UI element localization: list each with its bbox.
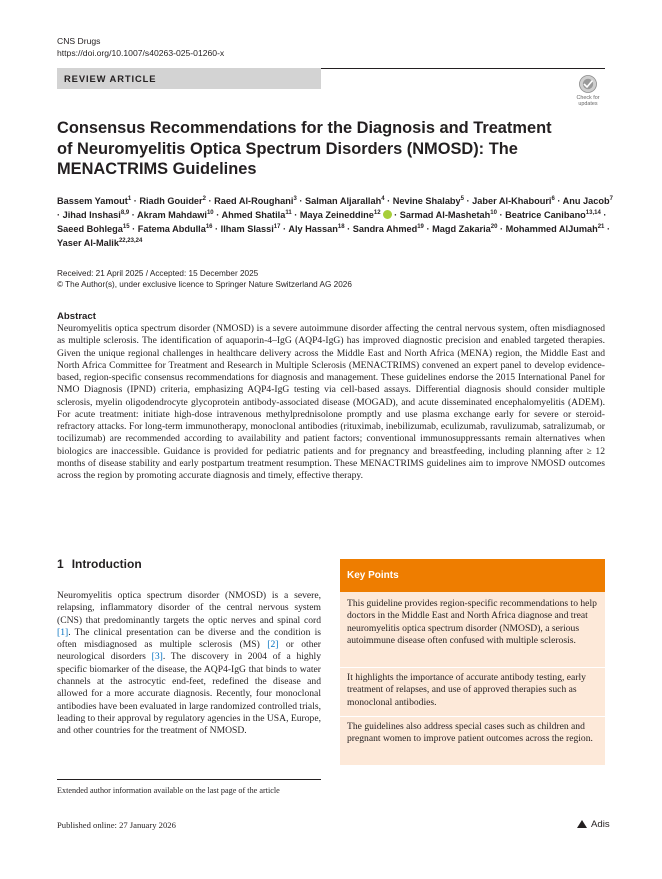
author-separator: · — [212, 224, 221, 234]
author-name-text: Riadh Gouider — [139, 196, 203, 206]
author-separator: · — [129, 224, 138, 234]
citation-link[interactable]: [3] — [151, 651, 163, 663]
author-separator: · — [296, 196, 305, 206]
author-name[interactable] — [57, 196, 131, 206]
received-accepted-dates: Received: 21 April 2025 / Accepted: 15 December 2025 — [57, 269, 259, 278]
copyright-line: © The Author(s), under exclusive licence to Springer Nature Switzerland AG 2026 — [57, 280, 352, 289]
author-name[interactable] — [563, 196, 613, 206]
section-title: Introduction — [71, 557, 142, 571]
publisher-logo — [577, 819, 610, 831]
citation-link[interactable]: [1] — [57, 626, 69, 638]
author-separator: · — [205, 196, 215, 206]
author-name[interactable] — [137, 210, 214, 220]
author-name[interactable] — [221, 224, 281, 234]
author-name[interactable] — [221, 210, 291, 220]
author-separator: · — [291, 210, 300, 220]
author-name-text: Ilham Slassi — [220, 224, 274, 234]
author-affiliation: 16 — [205, 223, 213, 230]
author-name-text: Bassem Yamout — [57, 196, 128, 206]
intro-text-part: . The clinical presentation can be diverse and the condition is often misdiagnosed as multiple sclerosis (MS) — [57, 626, 321, 651]
author-affiliation: 4 — [381, 195, 385, 202]
author-name-text: Beatrice Canibano — [505, 210, 586, 220]
adis-triangle-icon — [577, 820, 587, 828]
author-name-text: Sarmad Al-Mashetah — [399, 210, 491, 220]
author-separator: · — [280, 224, 289, 234]
author-name-text: Jihad Inshasi — [62, 210, 121, 220]
author-affiliation: 10 — [490, 209, 497, 216]
author-affiliation: 2 — [202, 195, 206, 202]
author-affiliation: 7 — [609, 195, 613, 202]
intro-text-part: Neuromyelitis optica spectrum disorder (NMOSD) is a severe, relapsing, inflammatory disorder of the central nervous system (CNS) that predominantly targets the optic nerves and spinal cord — [57, 590, 321, 626]
abstract-text: Neuromyelitis optica spectrum disorder (NMOSD) is a severe autoimmune disorder affecting the central nervous system, often misdiagnosed as multiple sclerosis. The identification of aquaporin-4–IgG (AQP4-IgG) has improved diagnostic precision and enabled targeted therapies. Given the unique regional challenges in healthcare delivery across the Middle East and North Africa (MENA) region, the Middle East and North Africa Committee for Treatment and Research in Multiple Sclerosis (MENACTRIMS) convened an expert panel to develop evidence-based, region-specific consensus recommendations for diagnosis and management. These guidelines endorse the 2015 International Panel for NMO Diagnosis (IPND) criteria, emphasizing AQP4-IgG testing via cell-based assays. Differential diagnosis should consider multiple sclerosis, myelin oligodendrocyte glycoprotein antibody-associated disease (MOGAD), and acute disseminated encephalomyelitis (ADEM). For acute treatment: initiate high-dose intravenous methylprednisolone promptly and use plasma exchange early for severe or steroid-refractory attacks. For long-term immunotherapy, monoclonal antibodies (rituximab, inebilizumab, eculizumab, ravulizumab, satralizumab, or tocilizumab) are recommended according to availability and patient factors; conventional immunosuppressants remain alternatives when biologics are inaccessible. Guidance is provided for pediatric patients and for pregnancy and breastfeeding, including planning after ≥ 12 months of disease stability and early postpartum treatment resumption. These MENACTRIMS guidelines aim to improve NMOSD outcomes across the region by promoting accurate diagnosis and timely, effective therapy. — [57, 323, 605, 481]
doi-link[interactable]: https://doi.org/10.1007/s40263-025-01260-x — [57, 48, 225, 58]
footnote-rule — [57, 779, 321, 780]
article-type-label: REVIEW ARTICLE — [64, 73, 157, 84]
author-name[interactable] — [57, 238, 142, 248]
orcid-icon[interactable] — [383, 210, 392, 219]
author-name-text: Saeed Bohlega — [57, 224, 123, 234]
intro-text-part: . The discovery in 2004 of a highly specific biomarker of the disease, the AQP4-IgG that binds to water channels at the astrocytic end-feet, redefined the disease and allowed for a more accurate diagnosis. Recently, four monoclonal antibodies have been evaluated in large randomized controlled trials, leading to their approval by regulatory agencies in the USA, Europe, and other countries for the treatment of NMOSD. — [57, 651, 321, 737]
author-name-text: Akram Mahdawi — [137, 210, 207, 220]
author-affiliation: 10 — [206, 209, 214, 216]
author-name-text: Salman Aljarallah — [304, 196, 382, 206]
author-affiliation: 22,23,24 — [118, 237, 143, 244]
author-name-text: Yaser Al-Malik — [57, 238, 119, 248]
author-name-text: Jaber Al-Khabouri — [472, 196, 552, 206]
author-name-text: Fatema Abdulla — [137, 224, 206, 234]
author-name[interactable] — [305, 196, 385, 206]
author-name[interactable] — [505, 210, 601, 220]
author-affiliation: 20 — [490, 223, 498, 230]
section-heading-introduction — [57, 557, 142, 572]
author-separator: · — [131, 196, 140, 206]
author-name-text: Maya Zeineddine — [299, 210, 374, 220]
author-affiliation: 18 — [337, 223, 345, 230]
key-points-separator — [340, 667, 605, 668]
key-point-item: It highlights the importance of accurate antibody testing, early treatment of relapses, and use of approved therapies such as monoclonal antibodies. — [347, 672, 586, 708]
author-name[interactable] — [432, 224, 497, 234]
author-separator: · — [384, 196, 393, 206]
author-list — [57, 194, 617, 250]
key-point-item: This guideline provides region-specific recommendations to help doctors in the Middle East and North Africa diagnose and treat neuromyelitis optica spectrum disorder (NMOSD), a serious autoimmune disease often confused with multiple sclerosis. — [347, 598, 597, 646]
author-name-text: Sandra Ahmed — [352, 224, 418, 234]
author-separator: · — [497, 224, 506, 234]
author-affiliation: 8,9 — [120, 209, 130, 216]
author-name-text: Aly Hassan — [288, 224, 338, 234]
author-affiliation: 12 — [373, 209, 381, 216]
key-points-title: Key Points — [347, 570, 399, 581]
author-separator: · — [464, 196, 473, 206]
author-name-text: Raed Al-Roughani — [214, 196, 294, 206]
author-name[interactable] — [63, 210, 130, 220]
author-name[interactable] — [353, 224, 424, 234]
key-points-separator — [340, 716, 605, 717]
published-online-date: Published online: 27 January 2026 — [57, 820, 176, 830]
check-for-updates-label: Check for updates — [576, 95, 600, 107]
author-separator: · — [129, 210, 138, 220]
author-separator: · — [554, 196, 563, 206]
author-name[interactable] — [138, 224, 213, 234]
author-separator: · — [391, 210, 400, 220]
author-name[interactable] — [214, 196, 297, 206]
author-affiliation: 19 — [417, 223, 424, 230]
author-separator: · — [496, 210, 506, 220]
author-affiliation: 15 — [122, 223, 130, 230]
author-name[interactable] — [393, 196, 464, 206]
author-name-text: Ahmed Shatila — [221, 210, 286, 220]
author-separator: · — [213, 210, 222, 220]
author-name[interactable] — [139, 196, 206, 206]
author-separator: · — [423, 224, 433, 234]
author-name-text: Nevine Shalaby — [392, 196, 461, 206]
citation-link[interactable]: [2] — [267, 639, 279, 651]
author-separator: · — [57, 210, 63, 220]
author-separator: · — [344, 224, 353, 234]
author-name-text: Magd Zakaria — [432, 224, 491, 234]
introduction-paragraph — [57, 590, 321, 738]
author-affiliation: 5 — [460, 195, 464, 202]
author-affiliation: 1 — [127, 195, 132, 202]
intro-text-part: or other neurological disorders — [57, 639, 321, 663]
publisher-name: Adis — [591, 819, 610, 830]
author-name[interactable] — [400, 210, 497, 220]
header-rule — [321, 68, 605, 69]
key-point-item: The guidelines also address special cases such as children and pregnant women to improve patient outcomes across the region. — [347, 721, 593, 745]
author-name[interactable] — [300, 210, 392, 220]
author-affiliation: 13,14 — [585, 209, 601, 216]
author-affiliation: 21 — [597, 223, 605, 230]
author-affiliation: 17 — [273, 223, 281, 230]
article-title: Consensus Recommendations for the Diagnosis and Treatment of Neuromyelitis Optica Spectrum Disorders (NMOSD): The MENACTRIMS Guidelines — [57, 119, 552, 178]
author-affiliation: 11 — [285, 209, 292, 216]
author-name-text: Anu Jacob — [562, 196, 610, 206]
section-number: 1 — [57, 557, 64, 571]
author-name-text: Mohammed AlJumah — [505, 224, 598, 234]
author-name[interactable] — [288, 224, 344, 234]
footnote: Extended author information available on the last page of the article — [57, 786, 280, 795]
journal-name: CNS Drugs — [57, 36, 101, 46]
author-affiliation: 6 — [551, 195, 555, 202]
author-name[interactable] — [472, 196, 555, 206]
author-name[interactable] — [57, 224, 130, 234]
abstract-heading: Abstract — [57, 311, 96, 322]
author-separator: · — [604, 224, 611, 234]
author-name[interactable] — [506, 224, 605, 234]
author-affiliation: 3 — [293, 195, 297, 202]
author-separator: · — [600, 210, 607, 220]
